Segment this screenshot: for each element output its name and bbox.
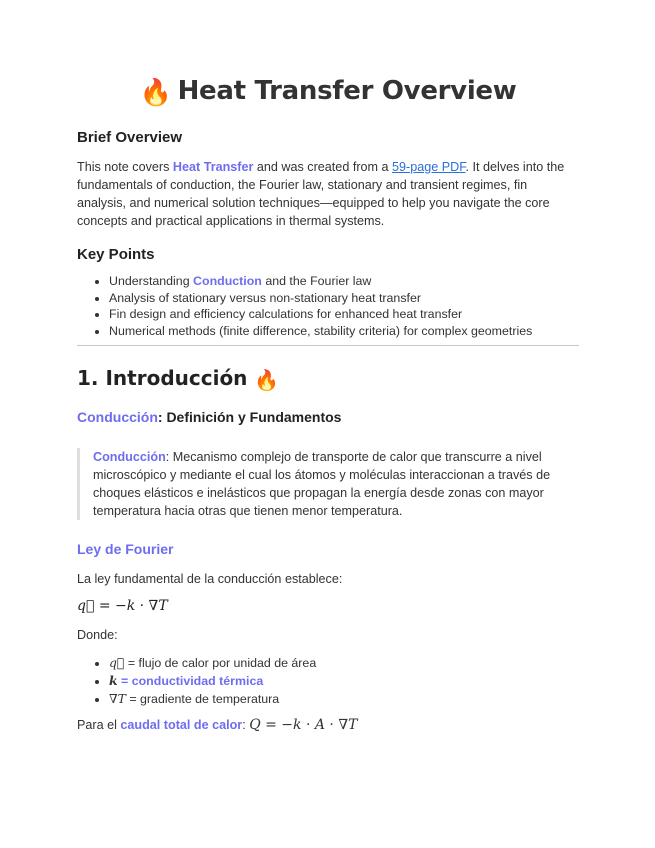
list-item — [109, 672, 611, 690]
definition-blockquote — [77, 448, 579, 520]
key-points-list — [77, 273, 611, 339]
item-text: = — [117, 674, 132, 688]
conductivity-symbol: k — [109, 673, 118, 688]
brief-overview-heading: Brief Overview — [77, 129, 183, 146]
list-item — [109, 690, 611, 708]
fourier-intro: La ley fundamental de la conducción establece: — [77, 572, 343, 586]
total-heat-line — [77, 716, 579, 734]
divider — [77, 345, 579, 346]
brief-text-1: This note covers — [77, 160, 173, 174]
total-heat-formula: Q = −k · A · ∇T — [249, 717, 358, 733]
conduction-highlight: Conducción — [93, 450, 166, 464]
conductivity-highlight: conductividad térmica — [131, 674, 264, 688]
item-text: = flujo de calor por unidad de área — [124, 656, 317, 670]
donde-label: Donde: — [77, 628, 118, 642]
brief-text-2: and was created from a — [253, 160, 393, 174]
subsection-heading — [77, 409, 341, 425]
definitions-list — [77, 654, 611, 708]
page-title-text: Heat Transfer Overview — [177, 76, 517, 106]
brief-text-3: . It delves into the fundamentals of conduction, the Fourier law, stationary and transient regimes, fin analysis, and numerical solution techniques—equipped to help you navigate the core concepts and practical applications in thermal systems. — [77, 160, 565, 228]
list-item: • Analysis of stationary versus non-stationary heat transfer — [109, 290, 611, 307]
total-text: Para el — [77, 718, 121, 732]
source-pdf-link[interactable]: 59-page PDF — [392, 160, 466, 174]
fourier-formula: q⃗ = −k · ∇T — [77, 598, 168, 614]
item-text: Understanding — [109, 274, 194, 288]
list-item — [109, 273, 611, 290]
list-item: • Fin design and efficiency calculations for enhanced heat transfer — [109, 306, 611, 323]
gradient-symbol: ∇T — [109, 691, 126, 706]
fourier-heading: Ley de Fourier — [77, 541, 174, 557]
definition-text: : Mecanismo complejo de transporte de calor que transcurre a nivel microscópico y mediante el cual los átomos y moléculas interaccionan a través de choques elásticos e inelásticos que propagan la energía desde zonas con mayor temperatura hacia otras que tienen menor temperatura. — [93, 450, 551, 518]
subsection-heading-text: : Definición y Fundamentos — [157, 409, 342, 425]
conduction-highlight: Conduction — [193, 274, 262, 288]
item-text: and the Fourier law — [261, 274, 372, 288]
list-item — [109, 654, 611, 672]
section-heading — [77, 366, 279, 392]
list-item: • Numerical methods (finite difference, stability criteria) for complex geometries — [109, 323, 611, 340]
brief-overview-paragraph — [77, 158, 579, 230]
total-colon: : — [242, 718, 250, 732]
fire-emoji-icon: 🔥 — [139, 78, 172, 108]
page-title — [77, 76, 579, 108]
section-heading-text: 1. Introducción — [77, 366, 248, 390]
conduction-highlight: Conducción — [77, 409, 158, 425]
heat-flux-symbol: q⃗ — [109, 655, 125, 670]
key-points-heading: Key Points — [77, 246, 155, 263]
fire-emoji-icon: 🔥 — [254, 367, 280, 392]
item-text: = gradiente de temperatura — [125, 692, 280, 706]
total-heat-highlight: caudal total de calor — [120, 718, 243, 732]
topic-highlight: Heat Transfer — [172, 160, 254, 174]
